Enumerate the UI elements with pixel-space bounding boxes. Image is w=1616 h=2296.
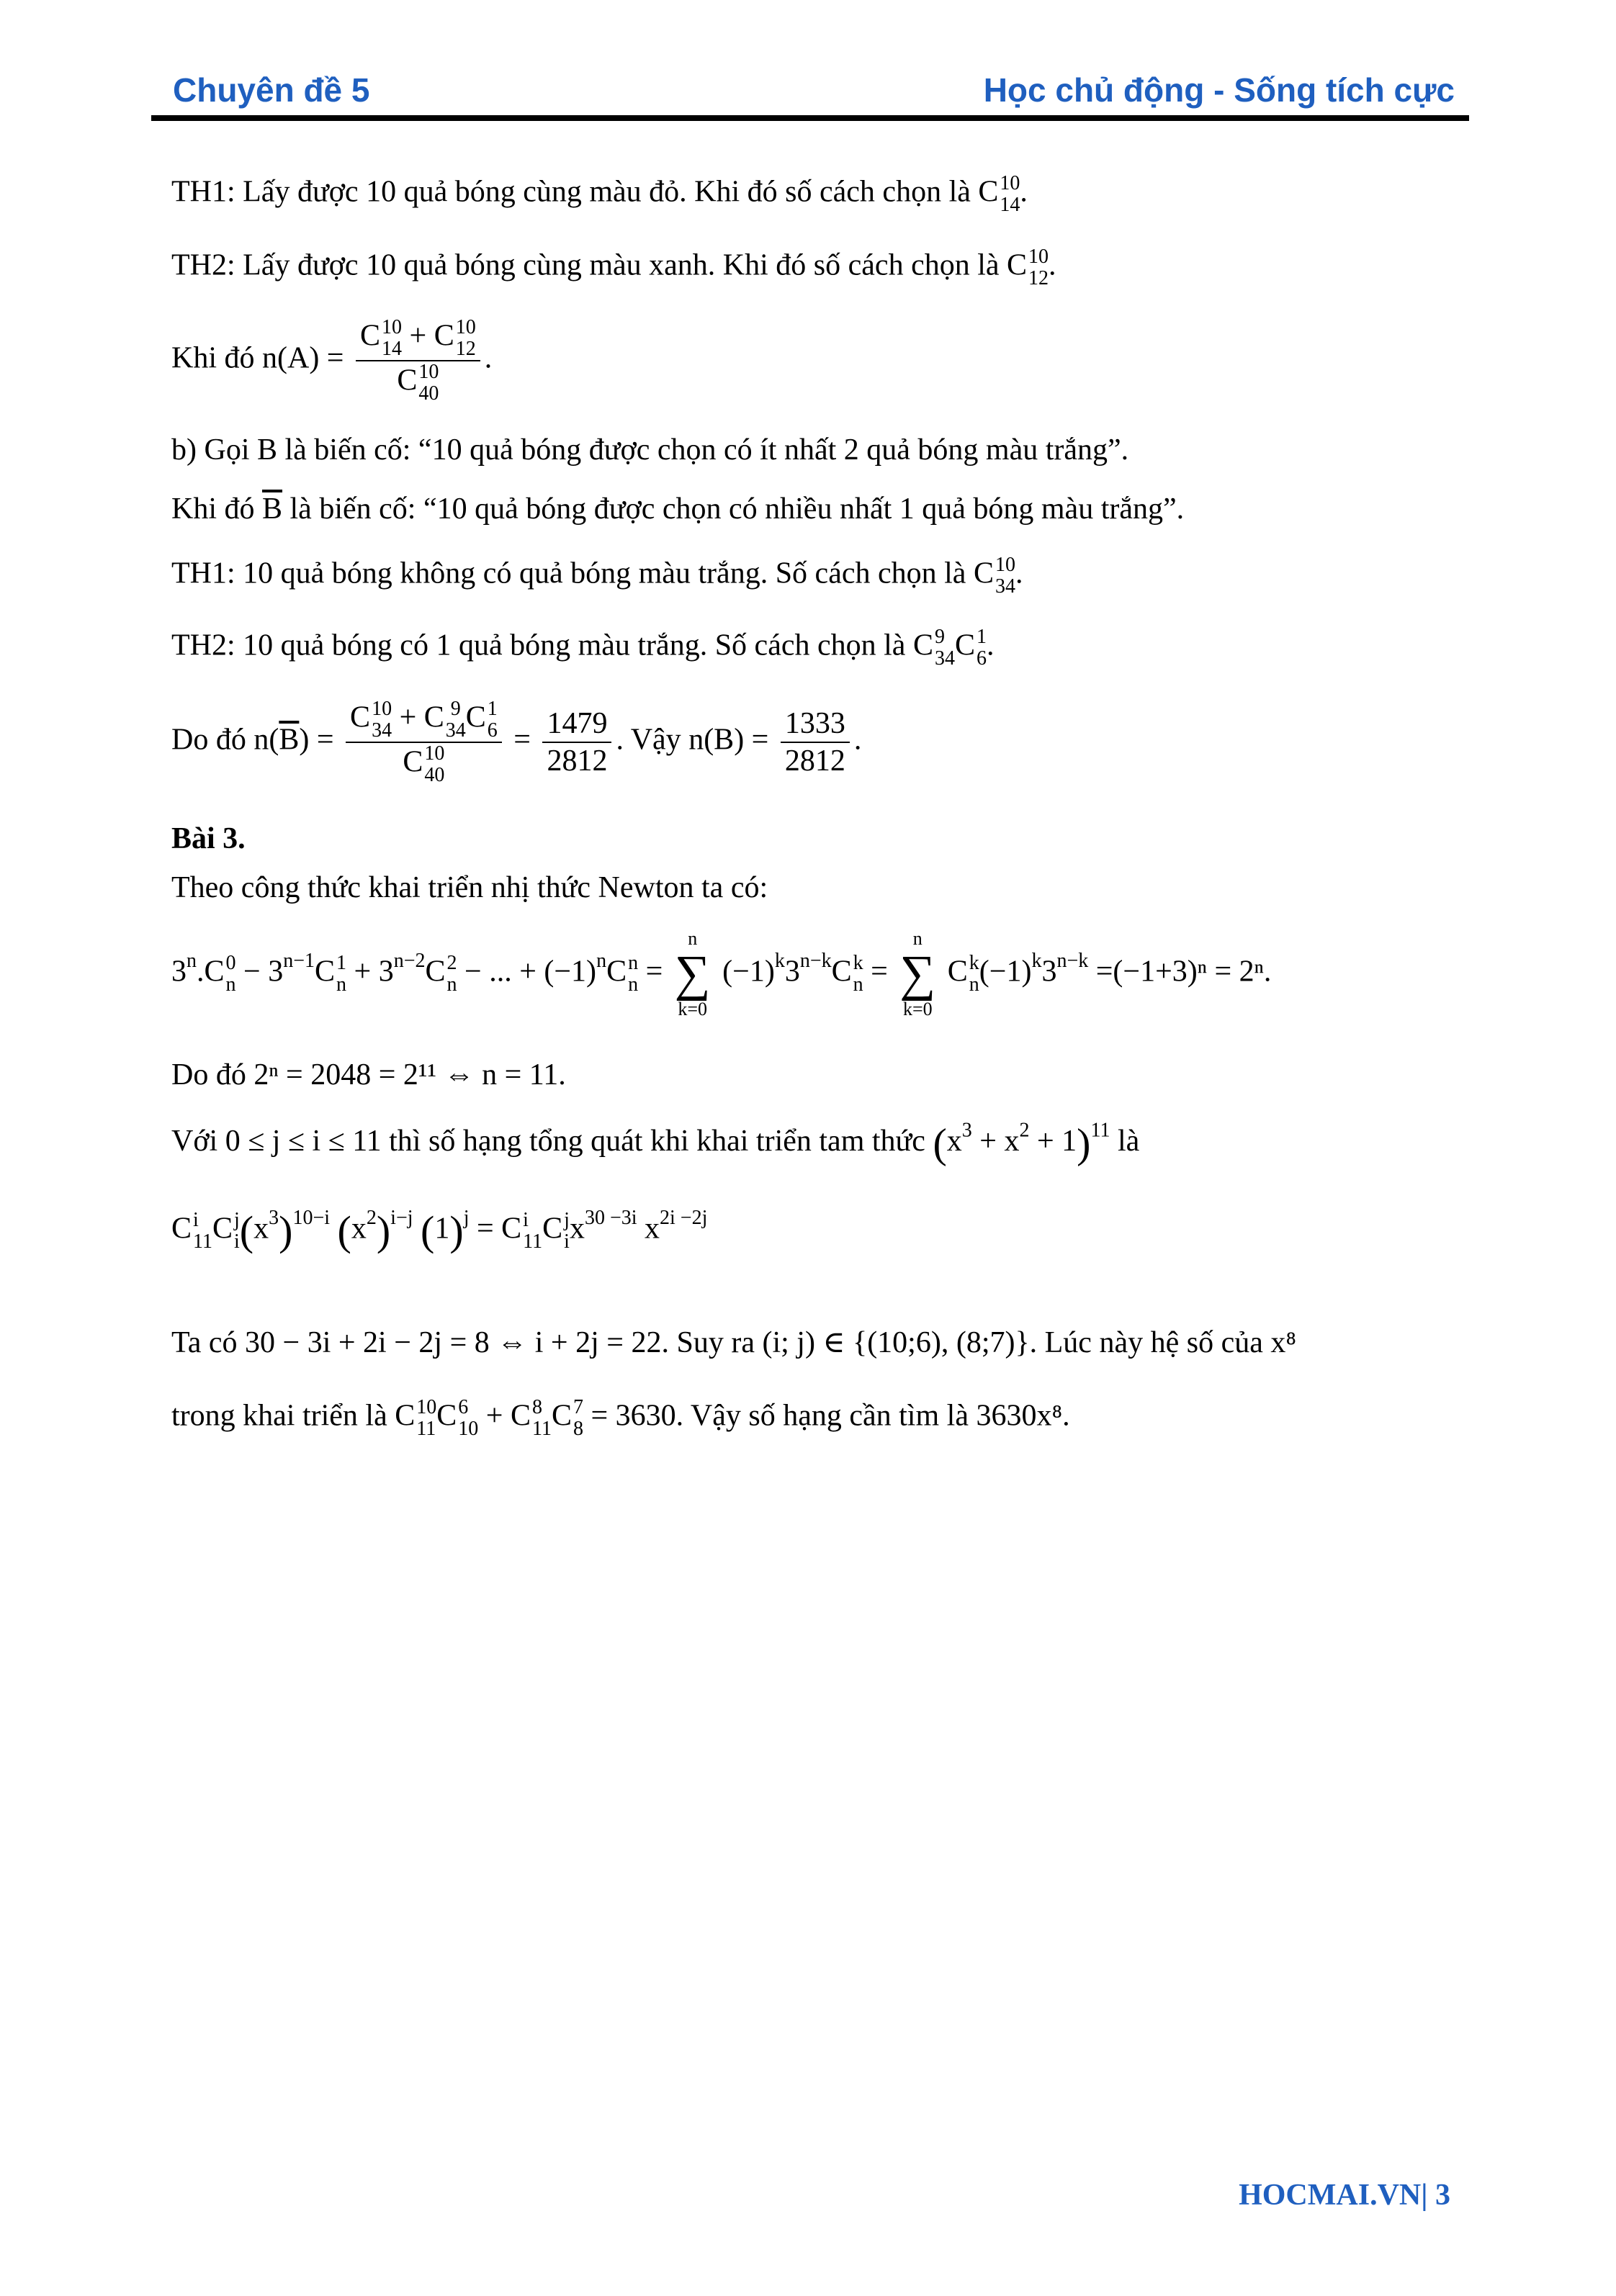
line-th1-red: TH1: Lấy được 10 quả bóng cùng màu đỏ. Khi đó số cách chọn là C 10 14 . <box>171 172 1028 216</box>
line-th2-blue: TH2: Lấy được 10 quả bóng cùng màu xanh. Khi đó số cách chọn là C 10 12 . <box>171 246 1056 289</box>
fraction-1333: $\frac{1333}{2812}$ <box>781 706 850 780</box>
line-solve-n: Do đó 2ⁿ = 2048 = 2¹¹ ⇔ n = 11. <box>171 1058 566 1091</box>
sum-symbol-2: n ∑ k=0 <box>899 928 936 1019</box>
section-bai-3: Bài 3. <box>171 822 246 855</box>
line-exponent-equation: Ta có 30 − 3i + 2i − 2j = 8 ⇔ i + 2j = 22. Suy ra (i; j) ∈ {(10;6), (8;7)}. Lúc này hệ số của x⁸ <box>171 1326 1297 1359</box>
header-rule <box>151 115 1469 121</box>
fraction-1479: $\frac{1479}{2812}$ <box>542 706 611 780</box>
header-topic: Chuyên đề 5 <box>173 71 370 109</box>
line-th2-one-white: TH2: 10 quả bóng có 1 quả bóng màu trắng. Số cách chọn là C 9 34 C 1 6 . <box>171 626 995 670</box>
line-na-formula: Khi đó n(A) = C 10 14 + C 10 12 C 10 40 . <box>171 316 493 405</box>
page-header <box>151 71 1469 121</box>
line-general-term: C i 11 C j i $(x^3)^{10-i}$ $(x^2)^{i-j}$ $(1)^j = C$ i 11 C j i $x^{30 -3i}$ $x^{2i -2j}$ <box>171 1207 708 1254</box>
line-th1-no-white: TH1: 10 quả bóng không có quả bóng màu trắng. Số cách chọn là C 10 34 . <box>171 554 1023 598</box>
page-footer: HOCMAI.VN| 3 <box>1239 2179 1450 2212</box>
line-nb-result: Do đó $n(\overline{B})$ = C 10 34 + C 9 34 C 1 6 C 10 40 = $\frac{1479}{2812}$ . Vậy n(B) = $\frac{1333}{2812}$ . <box>171 698 862 786</box>
line-newton-intro: Theo công thức khai triển nhị thức Newton ta có: <box>171 871 768 904</box>
line-event-b-complement: Khi đó $\overline{B}$ là biến cố: “10 quả bóng được chọn có nhiều nhất 1 quả bóng màu trắng”. <box>171 492 1185 526</box>
sum-symbol-1: n ∑ k=0 <box>674 928 711 1019</box>
fraction-nbbar: C 10 34 + C 9 34 C 1 6 C 10 40 <box>346 698 502 786</box>
fraction-na: C 10 14 + C 10 12 C 10 40 <box>356 317 480 405</box>
line-binomial-identity: 3$^n$.C 0 n − $3^{n-1}C$ 1 n + $3^{n-2}C$ 2 n − ... + $(-1)^nC$ n n = n ∑ k=0 $(-1)^k3^{n-k}C$ k n = n ∑ k=0 C k n $(-1)^k3^{n-k} =(-1+3)^n = 2^n$. <box>171 928 1272 1019</box>
line-final-answer: trong khai triển là C 10 11 C 6 10 + C 8 11 C 7 8 = 3630. Vậy số hạng cần tìm là 3630x⁸. <box>171 1396 1070 1440</box>
line-event-b: b) Gọi B là biến cố: “10 quả bóng được chọn có ít nhất 2 quả bóng màu trắng”. <box>171 433 1129 467</box>
line-trinomial-intro: Với 0 ≤ j ≤ i ≤ 11 thì số hạng tổng quát khi khai triển tam thức $(x^3 + x^2 + 1)^{11}$ là <box>171 1119 1140 1167</box>
header-slogan: Học chủ động - Sống tích cực <box>983 71 1455 109</box>
